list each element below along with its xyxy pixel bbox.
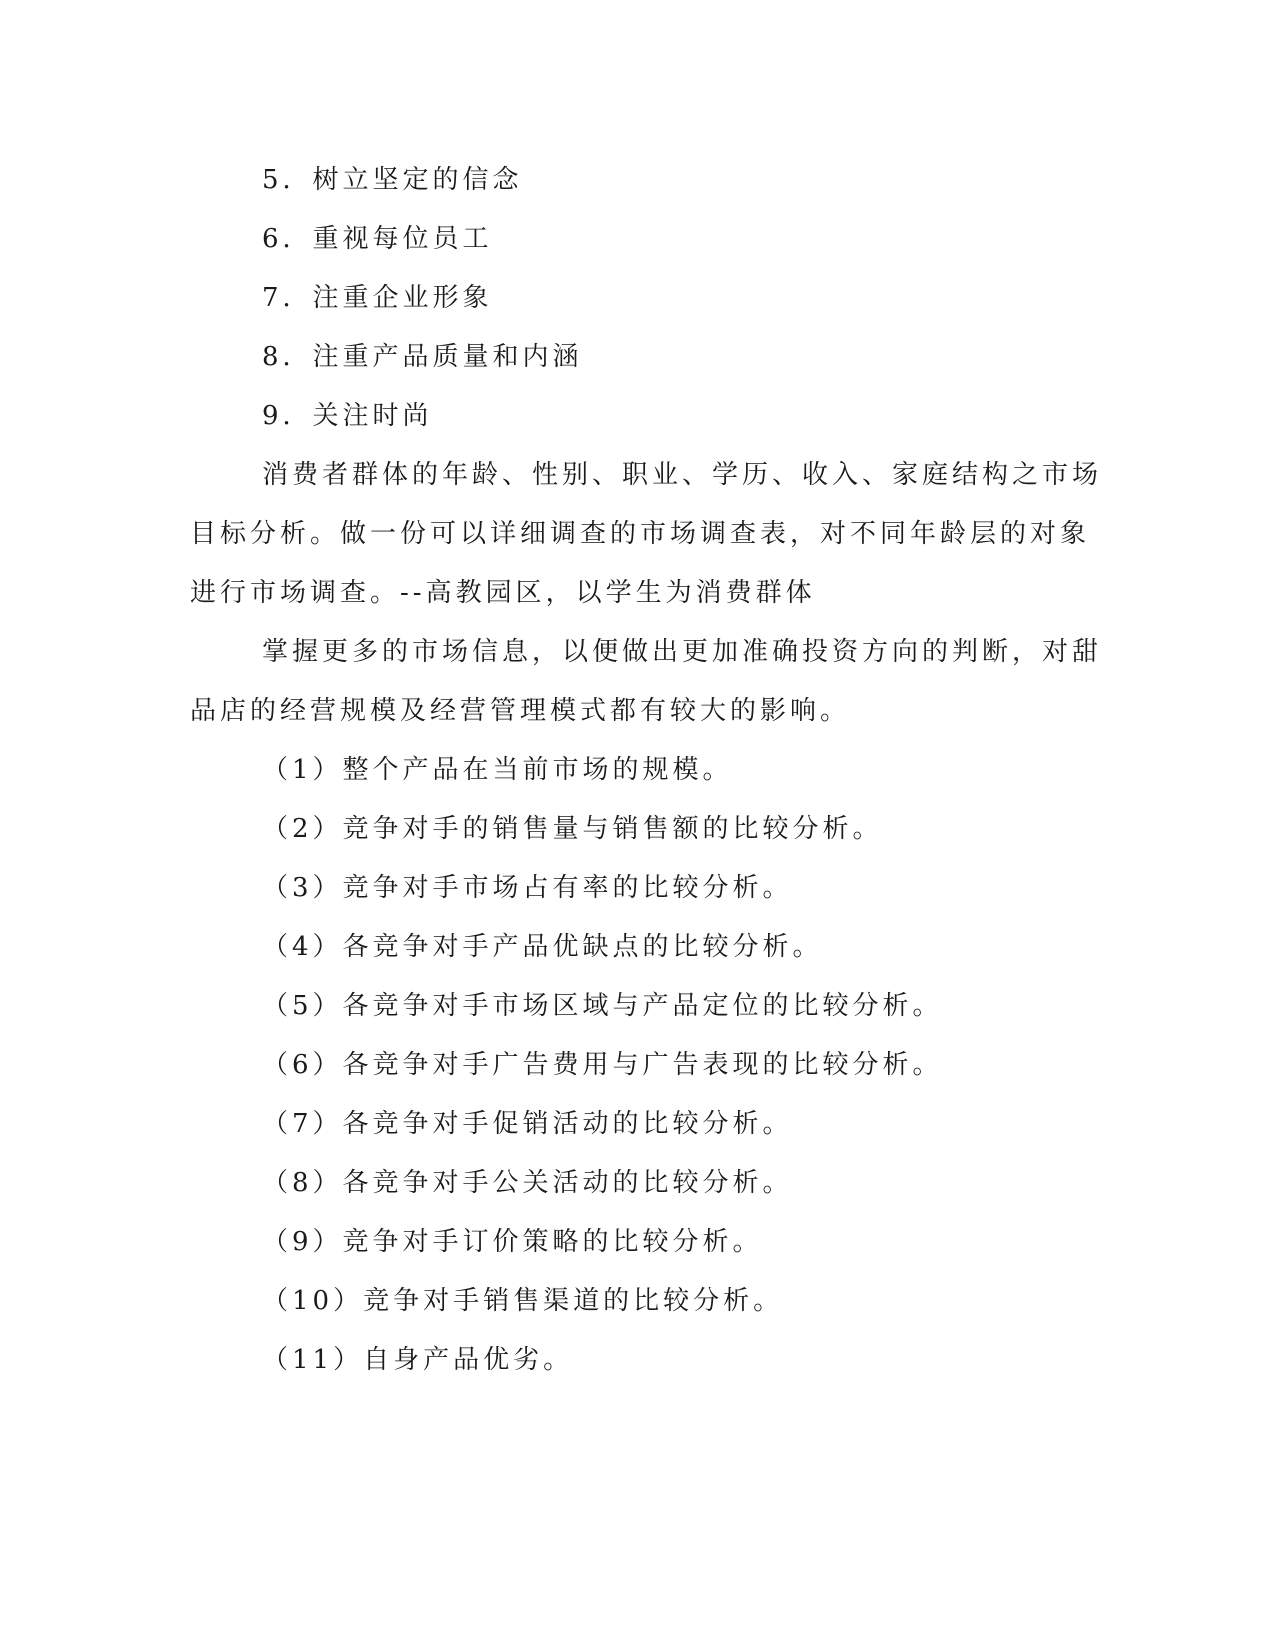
paragraph-line: 掌握更多的市场信息，以便做出更加准确投资方向的判断，对甜 xyxy=(262,637,1103,667)
analysis-item: （11）自身产品优劣。 xyxy=(262,1345,574,1375)
analysis-item: （4）各竞争对手产品优缺点的比较分析。 xyxy=(262,932,823,962)
numbered-item: 6．重视每位员工 xyxy=(262,224,493,254)
analysis-item: （5）各竞争对手市场区域与产品定位的比较分析。 xyxy=(262,991,943,1021)
analysis-item: （3）竞争对手市场占有率的比较分析。 xyxy=(262,873,793,903)
paragraph-line: 进行市场调查。--高教园区，以学生为消费群体 xyxy=(190,578,816,608)
numbered-item: 8．注重产品质量和内涵 xyxy=(262,342,583,372)
numbered-item: 9．关注时尚 xyxy=(262,401,433,431)
numbered-item: 7．注重企业形象 xyxy=(262,283,493,313)
paragraph-line: 消费者群体的年龄、性别、职业、学历、收入、家庭结构之市场 xyxy=(262,460,1103,490)
paragraph-line: 目标分析。做一份可以详细调查的市场调查表，对不同年龄层的对象 xyxy=(190,519,1091,549)
analysis-item: （9）竞争对手订价策略的比较分析。 xyxy=(262,1227,763,1257)
numbered-item: 5．树立坚定的信念 xyxy=(262,165,523,195)
paragraph-line: 品店的经营规模及经营管理模式都有较大的影响。 xyxy=(190,696,851,726)
analysis-item: （2）竞争对手的销售量与销售额的比较分析。 xyxy=(262,814,883,844)
analysis-item: （7）各竞争对手促销活动的比较分析。 xyxy=(262,1109,793,1139)
analysis-item: （10）竞争对手销售渠道的比较分析。 xyxy=(262,1286,784,1316)
analysis-item: （6）各竞争对手广告费用与广告表现的比较分析。 xyxy=(262,1050,943,1080)
analysis-item: （1）整个产品在当前市场的规模。 xyxy=(262,755,733,785)
analysis-item: （8）各竞争对手公关活动的比较分析。 xyxy=(262,1168,793,1198)
